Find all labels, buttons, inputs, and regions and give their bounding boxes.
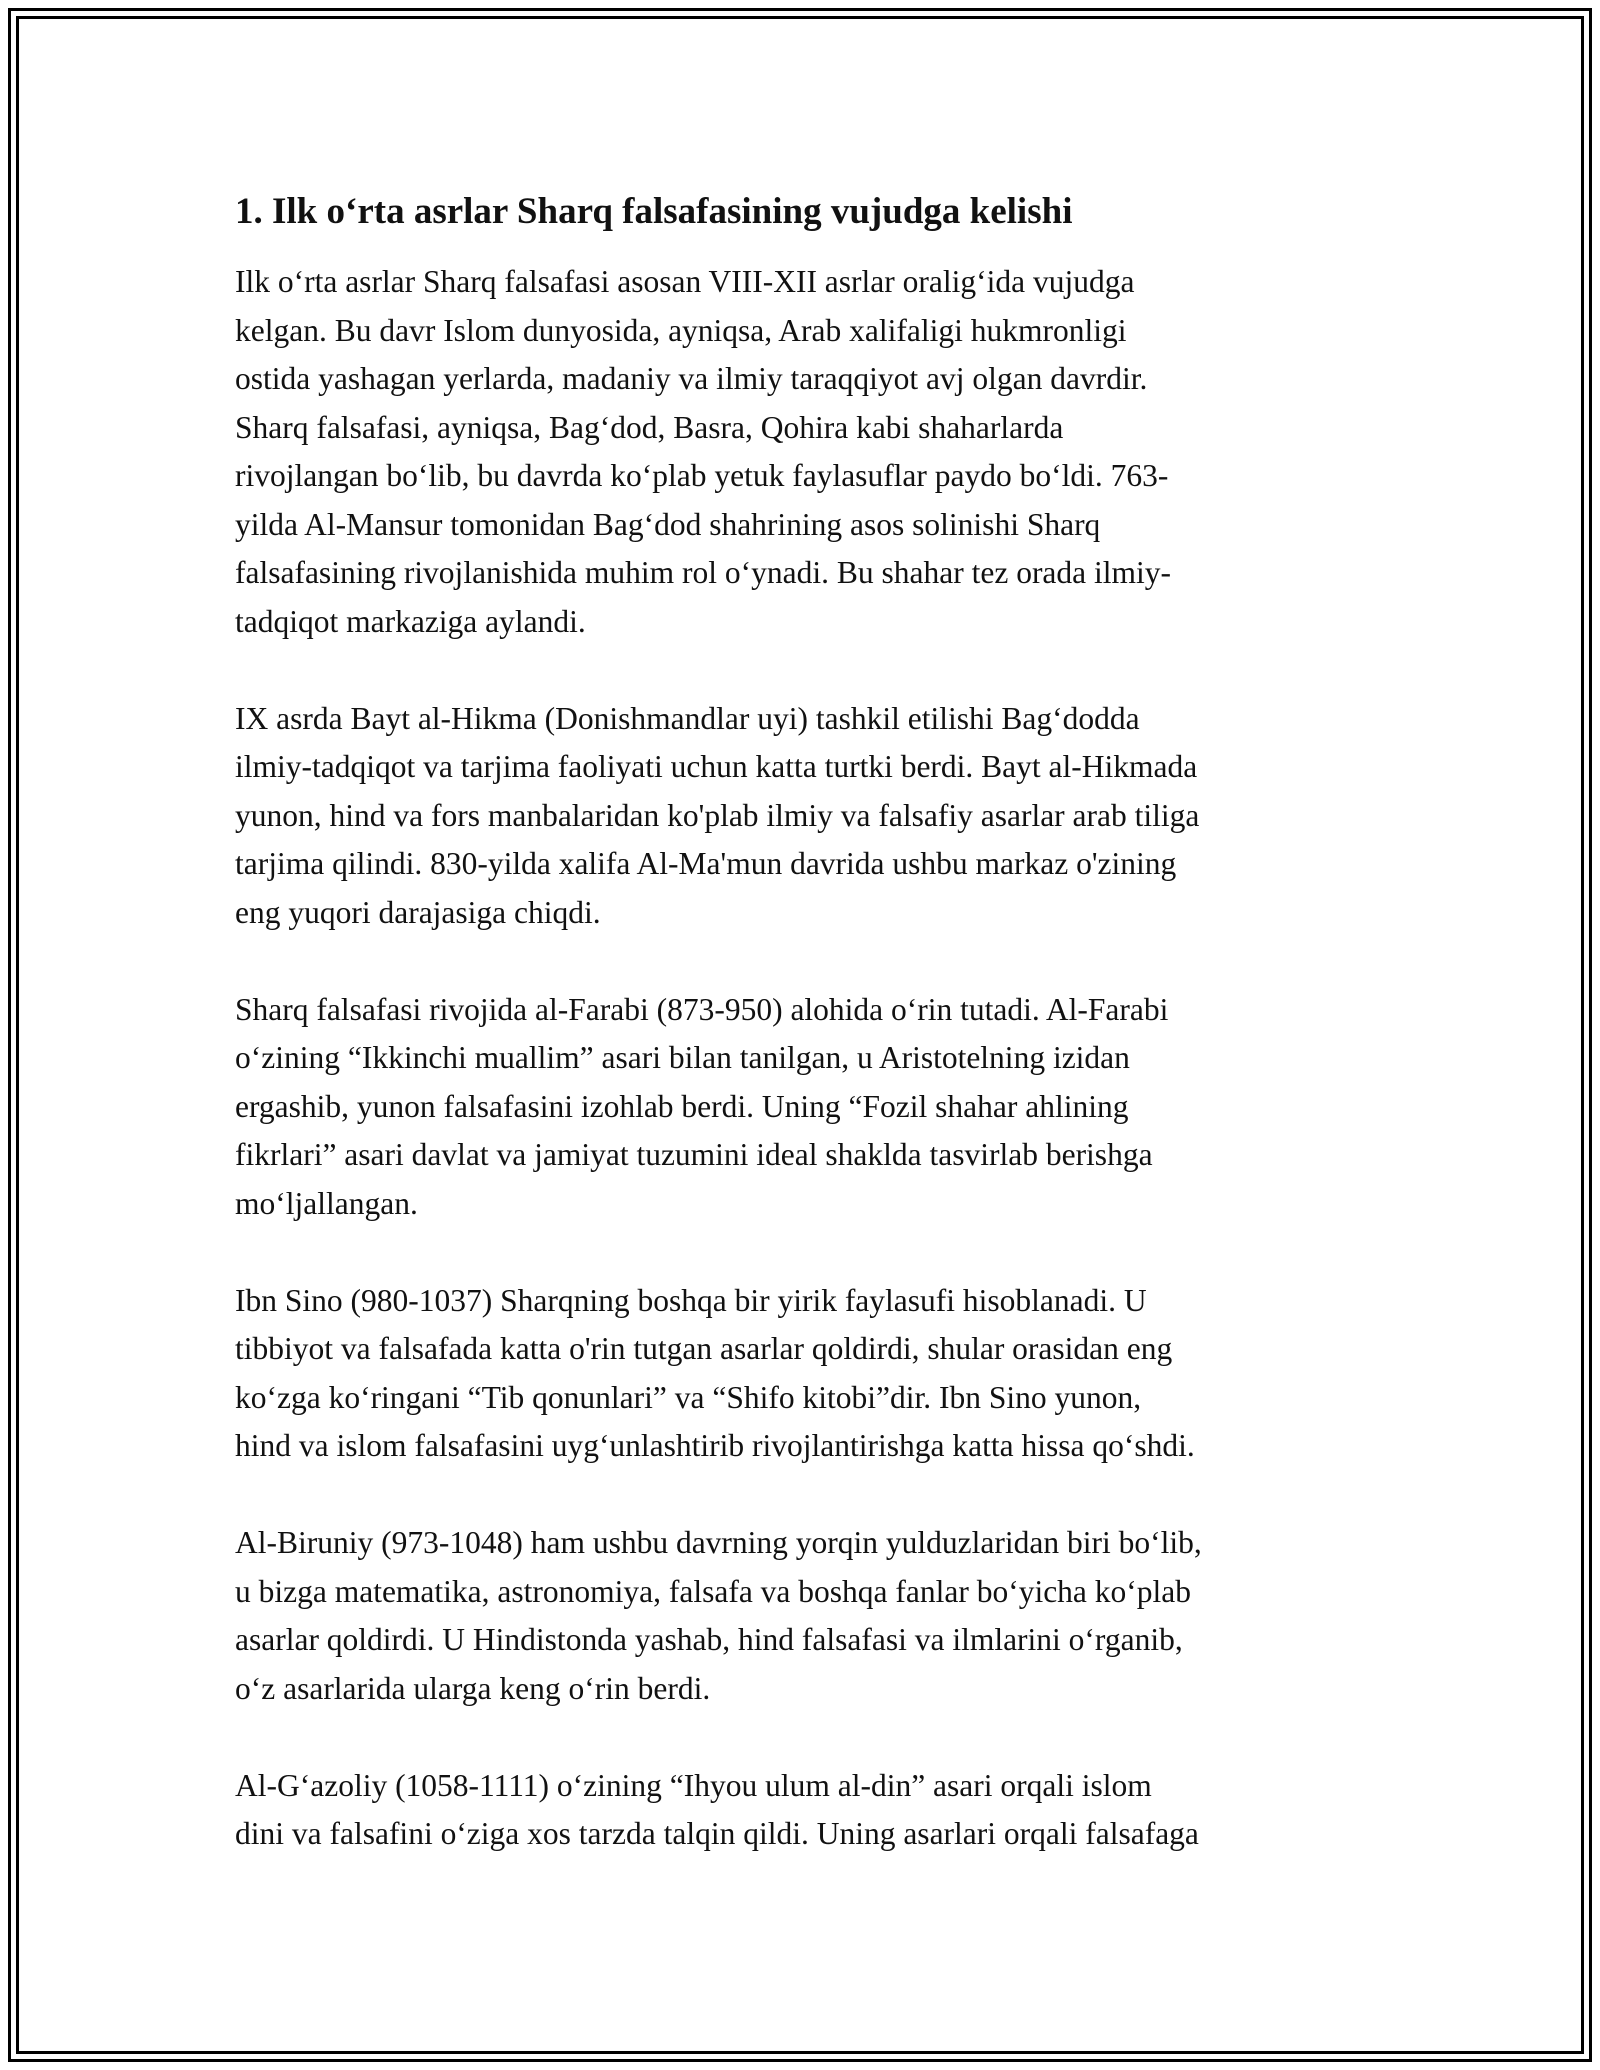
- paragraph-line: yilda Al-Mansur tomonidan Bag‘dod shahrining asos solinishi Sharq: [235, 506, 1101, 542]
- paragraph-line: Ibn Sino (980-1037) Sharqning boshqa bir yirik faylasufi hisoblanadi. U: [235, 1282, 1147, 1318]
- paragraph-line: Sharq falsafasi rivojida al-Farabi (873-950) alohida o‘rin tutadi. Al-Farabi: [235, 991, 1169, 1027]
- paragraph-line: IX asrda Bayt al-Hikma (Donishmandlar uyi) tashkil etilishi Bag‘dodda: [235, 700, 1140, 736]
- paragraph-line: o‘z asarlarida ularga keng o‘rin berdi.: [235, 1670, 711, 1706]
- paragraph-line: eng yuqori darajasiga chiqdi.: [235, 894, 601, 930]
- paragraph-line: asarlar qoldirdi. U Hindistonda yashab, hind falsafasi va ilmlarini o‘rganib,: [235, 1622, 1183, 1657]
- document-body: [235, 188, 1375, 1907]
- paragraph-line: hind va islom falsafasini uyg‘unlashtirib rivojlantirishga katta hissa qo‘shdi.: [235, 1428, 1195, 1463]
- paragraph-line: Al-G‘azoliy (1058-1111) o‘zining “Ihyou ulum al-din” asari orqali islom: [235, 1767, 1152, 1803]
- paragraph-line: yunon, hind va fors manbalaridan ko'plab ilmiy va falsafiy asarlar arab tiliga: [235, 797, 1200, 833]
- paragraph-line: falsafasining rivojlanishida muhim rol o‘ynadi. Bu shahar tez orada ilmiy-: [235, 555, 1172, 590]
- paragraph-line: Al-Biruniy (973-1048) ham ushbu davrning yorqin yulduzlaridan biri bo‘lib,: [235, 1525, 1202, 1560]
- paragraph-line: u bizga matematika, astronomiya, falsafa va boshqa fanlar bo‘yicha ko‘plab: [235, 1573, 1192, 1609]
- paragraph-line: ilmiy-tadqiqot va tarjima faoliyati uchun katta turtki berdi. Bayt al-Hikmada: [235, 749, 1198, 784]
- paragraph-line: mo‘ljallangan.: [235, 1185, 418, 1221]
- paragraph-line: dini va falsafini o‘ziga xos tarzda talqin qildi. Uning asarlari orqali falsafaga: [235, 1816, 1199, 1851]
- section-heading: 1. Ilk o‘rta asrlar Sharq falsafasining vujudga kelishi: [235, 191, 1073, 232]
- paragraph-line: tarjima qilindi. 830-yilda xalifa Al-Ma'mun davrida ushbu markaz o'zining: [235, 846, 1177, 881]
- paragraph-line: rivojlangan bo‘lib, bu davrda ko‘plab yetuk faylasuflar paydo bo‘ldi. 763-: [235, 458, 1169, 493]
- paragraph-line: Sharq falsafasi, ayniqsa, Bag‘dod, Basra, Qohira kabi shaharlarda: [235, 409, 1064, 445]
- paragraph-5: [235, 1519, 1375, 1713]
- paragraph-line: fikrlari” asari davlat va jamiyat tuzumini ideal shaklda tasvirlab berishga: [235, 1137, 1153, 1172]
- paragraph-1: [235, 258, 1375, 646]
- paragraph-2: [235, 695, 1375, 938]
- paragraph-line: ostida yashagan yerlarda, madaniy va ilmiy taraqqiyot avj olgan davrdir.: [235, 361, 1148, 396]
- paragraph-4: [235, 1277, 1375, 1471]
- paragraph-line: Ilk o‘rta asrlar Sharq falsafasi asosan VIII-XII asrlar oralig‘ida vujudga: [235, 264, 1135, 299]
- paragraph-line: ko‘zga ko‘ringani “Tib qonunlari” va “Shifo kitobi”dir. Ibn Sino yunon,: [235, 1379, 1142, 1415]
- paragraph-line: kelgan. Bu davr Islom dunyosida, ayniqsa, Arab xalifaligi hukmronligi: [235, 312, 1127, 348]
- paragraph-line: ergashib, yunon falsafasini izohlab berdi. Uning “Fozil shahar ahlining: [235, 1088, 1129, 1124]
- paragraph-3: [235, 986, 1375, 1229]
- paragraph-line: tadqiqot markaziga aylandi.: [235, 603, 586, 639]
- paragraph-6: [235, 1762, 1375, 1859]
- paragraph-line: tibbiyot va falsafada katta o'rin tutgan asarlar qoldirdi, shular orasidan eng: [235, 1331, 1173, 1366]
- paragraph-line: o‘zining “Ikkinchi muallim” asari bilan tanilgan, u Aristotelning izidan: [235, 1040, 1130, 1075]
